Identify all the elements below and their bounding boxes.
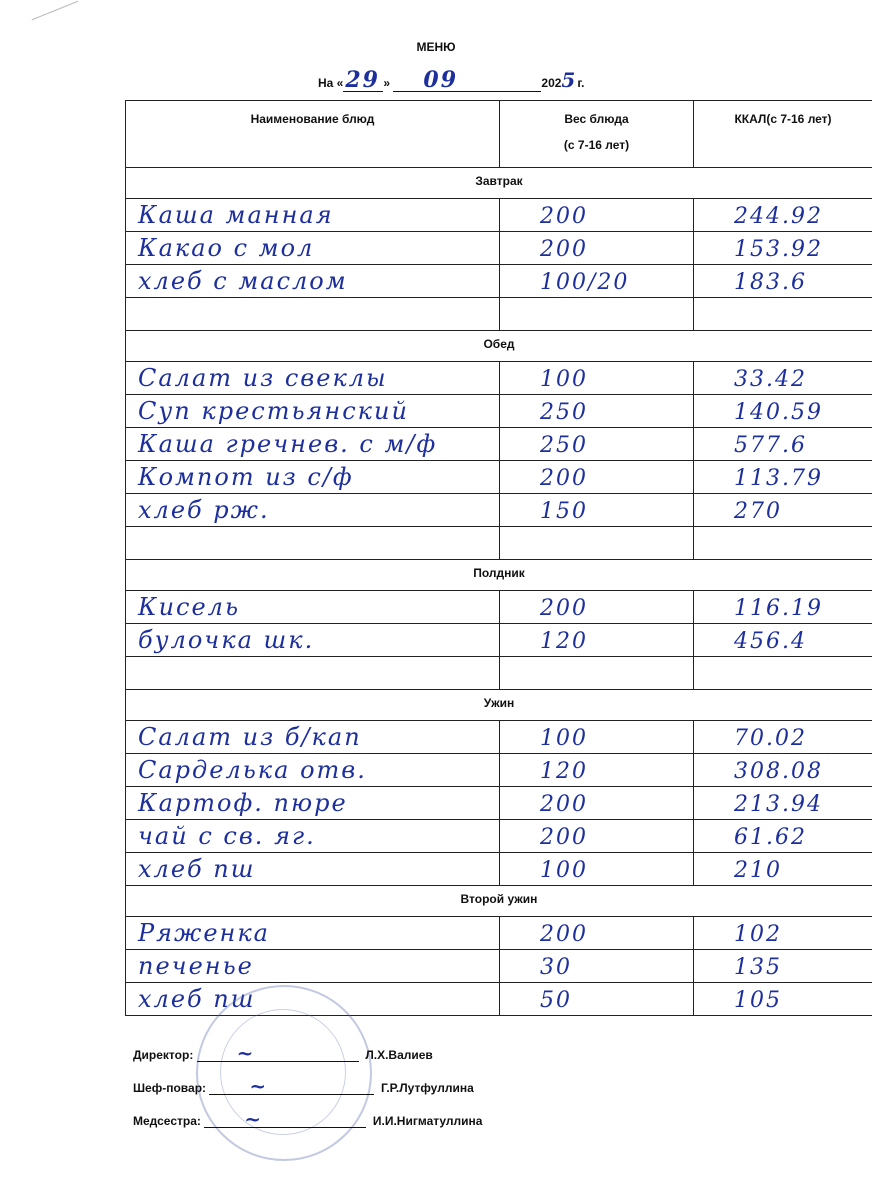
kcal-value: 116.19 [734,596,823,621]
menu-row [126,395,872,428]
kcal-cell [694,853,872,886]
dish-cell [126,657,500,690]
menu-row [126,820,872,853]
day-field [343,67,383,93]
col-weight-header: Вес блюда (с 7-16 лет) [500,101,694,168]
weight-cell [500,820,694,853]
weight-cell [500,983,694,1016]
weight-cell [500,265,694,298]
col-kcal-header: ККАЛ(с 7-16 лет) [694,101,872,168]
dish-value: печенье [138,952,254,980]
kcal-value: 456.4 [734,629,807,654]
dish-value: Салат из свеклы [138,364,388,392]
kcal-cell [694,461,872,494]
dish-value: хлеб рж. [138,496,270,524]
weight-cell [500,527,694,560]
weight-cell [500,428,694,461]
dish-value: Какао с мол [138,234,315,262]
dish-cell [126,362,500,395]
dish-value: Картоф. пюре [138,789,348,817]
menu-row [126,853,872,886]
kcal-cell [694,428,872,461]
signature-director: Директор: ~ Л.Х.Валиев [133,1041,433,1065]
weight-value: 30 [540,955,572,980]
kcal-value: 577.6 [734,433,807,458]
menu-row [126,787,872,820]
dish-cell [126,624,500,657]
menu-row [126,428,872,461]
dish-cell [126,754,500,787]
weight-cell [500,298,694,331]
dish-cell [126,820,500,853]
col-dish-header: Наименование блюд [126,101,500,168]
dish-value: хлеб пш [138,855,256,883]
kcal-value: 33.42 [734,367,807,392]
dish-cell [126,494,500,527]
menu-row [126,232,872,265]
signature-chef: Шеф-повар: ~ Г.Р.Лутфуллина [133,1074,474,1098]
dish-cell [126,298,500,331]
kcal-value: 183.6 [734,270,807,295]
dish-value: Ряженка [138,919,270,947]
menu-row [126,754,872,787]
date-prefix: На « [318,76,344,90]
weight-value: 100 [540,367,588,392]
dish-value: Компот из с/ф [138,463,354,491]
weight-value: 200 [540,922,588,947]
weight-value: 100/20 [540,270,630,295]
year-suffix: г. [577,76,585,90]
weight-value: 200 [540,825,588,850]
dish-value: Суп крестьянский [138,397,409,425]
kcal-cell [694,950,872,983]
weight-value: 250 [540,433,588,458]
dish-value: хлеб с маслом [138,267,348,295]
weight-cell [500,657,694,690]
kcal-value: 105 [734,988,782,1013]
corner-mark [32,1,79,21]
kcal-cell [694,787,872,820]
section-title-cell [126,560,872,591]
kcal-value: 113.79 [734,466,823,491]
weight-value: 200 [540,792,588,817]
menu-row [126,917,872,950]
section-title: Ужин [483,696,515,710]
chef-signature-mark: ~ [249,1074,269,1098]
weight-cell [500,232,694,265]
kcal-cell [694,298,872,331]
weight-cell [500,853,694,886]
weight-cell [500,395,694,428]
menu-row [126,721,872,754]
section-header [126,560,872,591]
kcal-cell [694,624,872,657]
kcal-cell [694,232,872,265]
section-title-cell [126,168,872,199]
section-title: Обед [483,337,515,351]
menu-row [126,265,872,298]
nurse-signature-mark: ~ [244,1107,263,1131]
kcal-value: 270 [734,499,782,524]
menu-row [126,461,872,494]
weight-value: 250 [540,400,588,425]
menu-row [126,950,872,983]
dish-cell [126,527,500,560]
section-title-cell [126,690,872,721]
dish-value: Сарделька отв. [138,756,367,784]
dish-value: Каша манная [138,201,334,229]
section-title-cell [126,331,872,362]
menu-row [126,362,872,395]
kcal-cell [694,199,872,232]
kcal-cell [694,362,872,395]
dish-value: хлеб пш [138,985,256,1013]
menu-row [126,591,872,624]
weight-value: 100 [540,726,588,751]
section-title: Завтрак [475,174,523,188]
dish-value: Салат из б/кап [138,723,362,751]
dish-cell [126,950,500,983]
director-signature-mark: ~ [236,1041,256,1065]
kcal-cell [694,721,872,754]
day-value: 29 [345,67,380,93]
section-title-cell [126,886,872,917]
header-row [126,101,872,168]
menu-row [126,624,872,657]
kcal-cell [694,494,872,527]
weight-value: 50 [540,988,572,1013]
section-title: Второй ужин [460,892,538,906]
menu-row [126,199,872,232]
dish-cell [126,199,500,232]
page-title: МЕНЮ [416,40,456,54]
weight-cell [500,754,694,787]
weight-value: 200 [540,237,588,262]
dish-cell [126,853,500,886]
section-header [126,690,872,721]
menu-row [126,298,872,331]
weight-cell [500,494,694,527]
weight-cell [500,591,694,624]
kcal-value: 213.94 [734,792,823,817]
kcal-cell [694,917,872,950]
section-header [126,331,872,362]
weight-value: 120 [540,629,588,654]
weight-cell [500,624,694,657]
kcal-value: 210 [734,858,782,883]
dish-value: Кисель [138,593,241,621]
section-header [126,886,872,917]
kcal-cell [694,591,872,624]
weight-value: 100 [540,858,588,883]
kcal-cell [694,395,872,428]
dish-cell [126,787,500,820]
weight-value: 200 [540,596,588,621]
month-field [393,67,541,93]
dish-value: чай с св. яг. [138,822,316,850]
kcal-value: 102 [734,922,782,947]
dish-cell [126,461,500,494]
dish-cell [126,265,500,298]
weight-cell [500,199,694,232]
date-mid: » [383,76,391,90]
weight-value: 150 [540,499,588,524]
menu-table [125,100,872,1016]
kcal-cell [694,820,872,853]
official-stamp [196,985,372,1161]
weight-cell [500,917,694,950]
kcal-value: 308.08 [734,759,823,784]
dish-cell [126,591,500,624]
kcal-cell [694,754,872,787]
dish-cell [126,232,500,265]
weight-cell [500,362,694,395]
month-value: 09 [423,67,459,93]
menu-row [126,527,872,560]
kcal-cell [694,265,872,298]
kcal-cell [694,527,872,560]
weight-cell [500,787,694,820]
year-digit: 5 [561,68,578,92]
signature-nurse: Медсестра: ~ И.И.Нигматуллина [133,1107,483,1131]
weight-cell [500,721,694,754]
weight-value: 200 [540,466,588,491]
dish-cell [126,721,500,754]
section-header [126,168,872,199]
menu-row [126,657,872,690]
menu-row [126,494,872,527]
dish-cell [126,395,500,428]
section-title: Полдник [473,566,525,580]
kcal-value: 244.92 [734,204,823,229]
dish-value: булочка шк. [138,626,315,654]
kcal-cell [694,657,872,690]
weight-value: 120 [540,759,588,784]
weight-cell [500,950,694,983]
kcal-value: 140.59 [734,400,823,425]
dish-cell [126,917,500,950]
weight-value: 200 [540,204,588,229]
kcal-value: 135 [734,955,782,980]
dish-cell [126,428,500,461]
weight-cell [500,461,694,494]
date-line [318,68,584,92]
kcal-cell [694,983,872,1016]
kcal-value: 70.02 [734,726,807,751]
year-prefix: 202 [541,76,562,90]
kcal-value: 61.62 [734,825,807,850]
kcal-value: 153.92 [734,237,823,262]
dish-value: Каша гречнев. с м/ф [138,430,438,458]
